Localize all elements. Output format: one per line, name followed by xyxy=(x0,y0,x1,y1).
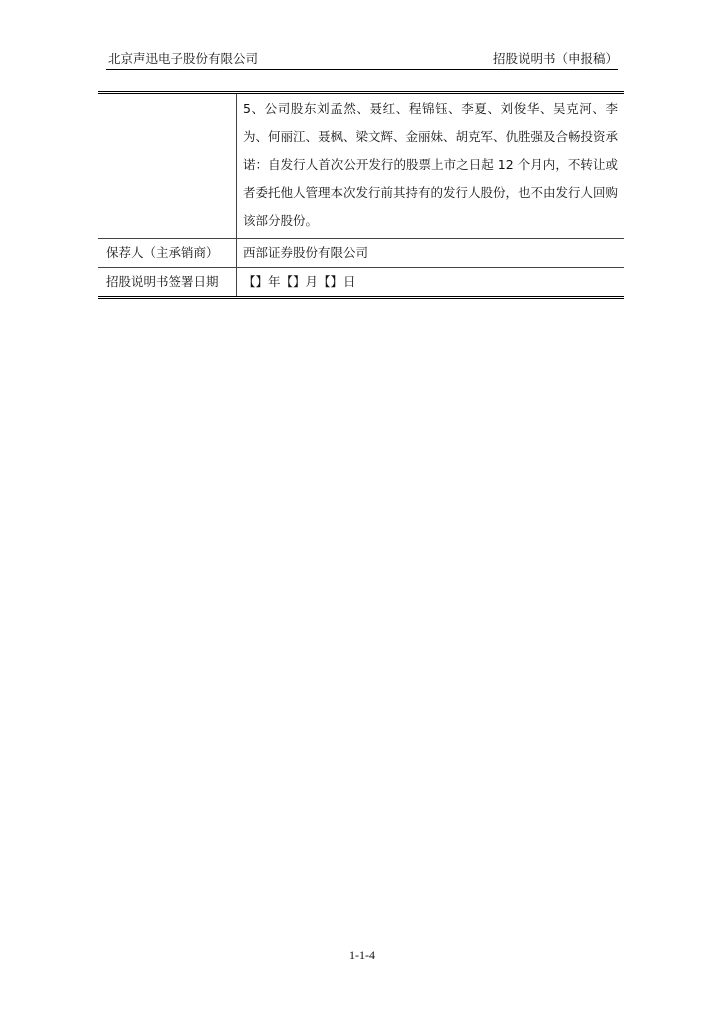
header-company-name: 北京声迅电子股份有限公司 xyxy=(108,51,259,66)
shareholder-lockup-commitment: 5、公司股东刘孟然、聂红、程锦钰、李夏、刘俊华、吴克河、李为、何丽江、聂枫、梁文辉、金丽妹、胡克军、仇胜强及合畅投资承诺：自发行人首次公开发行的股票上市之日起 12 个月内，不转让或者委托他人管理本次发行前其持有的发行人股份，也不由发行人回购该部分股份。 xyxy=(243,101,619,228)
table-row-commitment xyxy=(98,93,624,239)
table-value-cell xyxy=(237,93,625,239)
table-row-signing-date xyxy=(98,268,624,298)
page-number: 1-1-4 xyxy=(349,948,375,962)
sponsor-label: 保荐人（主承销商） xyxy=(98,239,237,268)
sponsor-value: 西部证券股份有限公司 xyxy=(237,239,625,268)
signing-date-label: 招股说明书签署日期 xyxy=(98,268,237,298)
header-document-title: 招股说明书（申报稿） xyxy=(492,51,618,66)
signing-date-value: 【】年【】月【】日 xyxy=(237,268,625,298)
page-header xyxy=(108,50,618,68)
header-divider xyxy=(106,69,618,70)
table-label-cell-empty xyxy=(98,93,237,239)
offering-info-table xyxy=(98,91,624,299)
table-row-sponsor xyxy=(98,239,624,268)
